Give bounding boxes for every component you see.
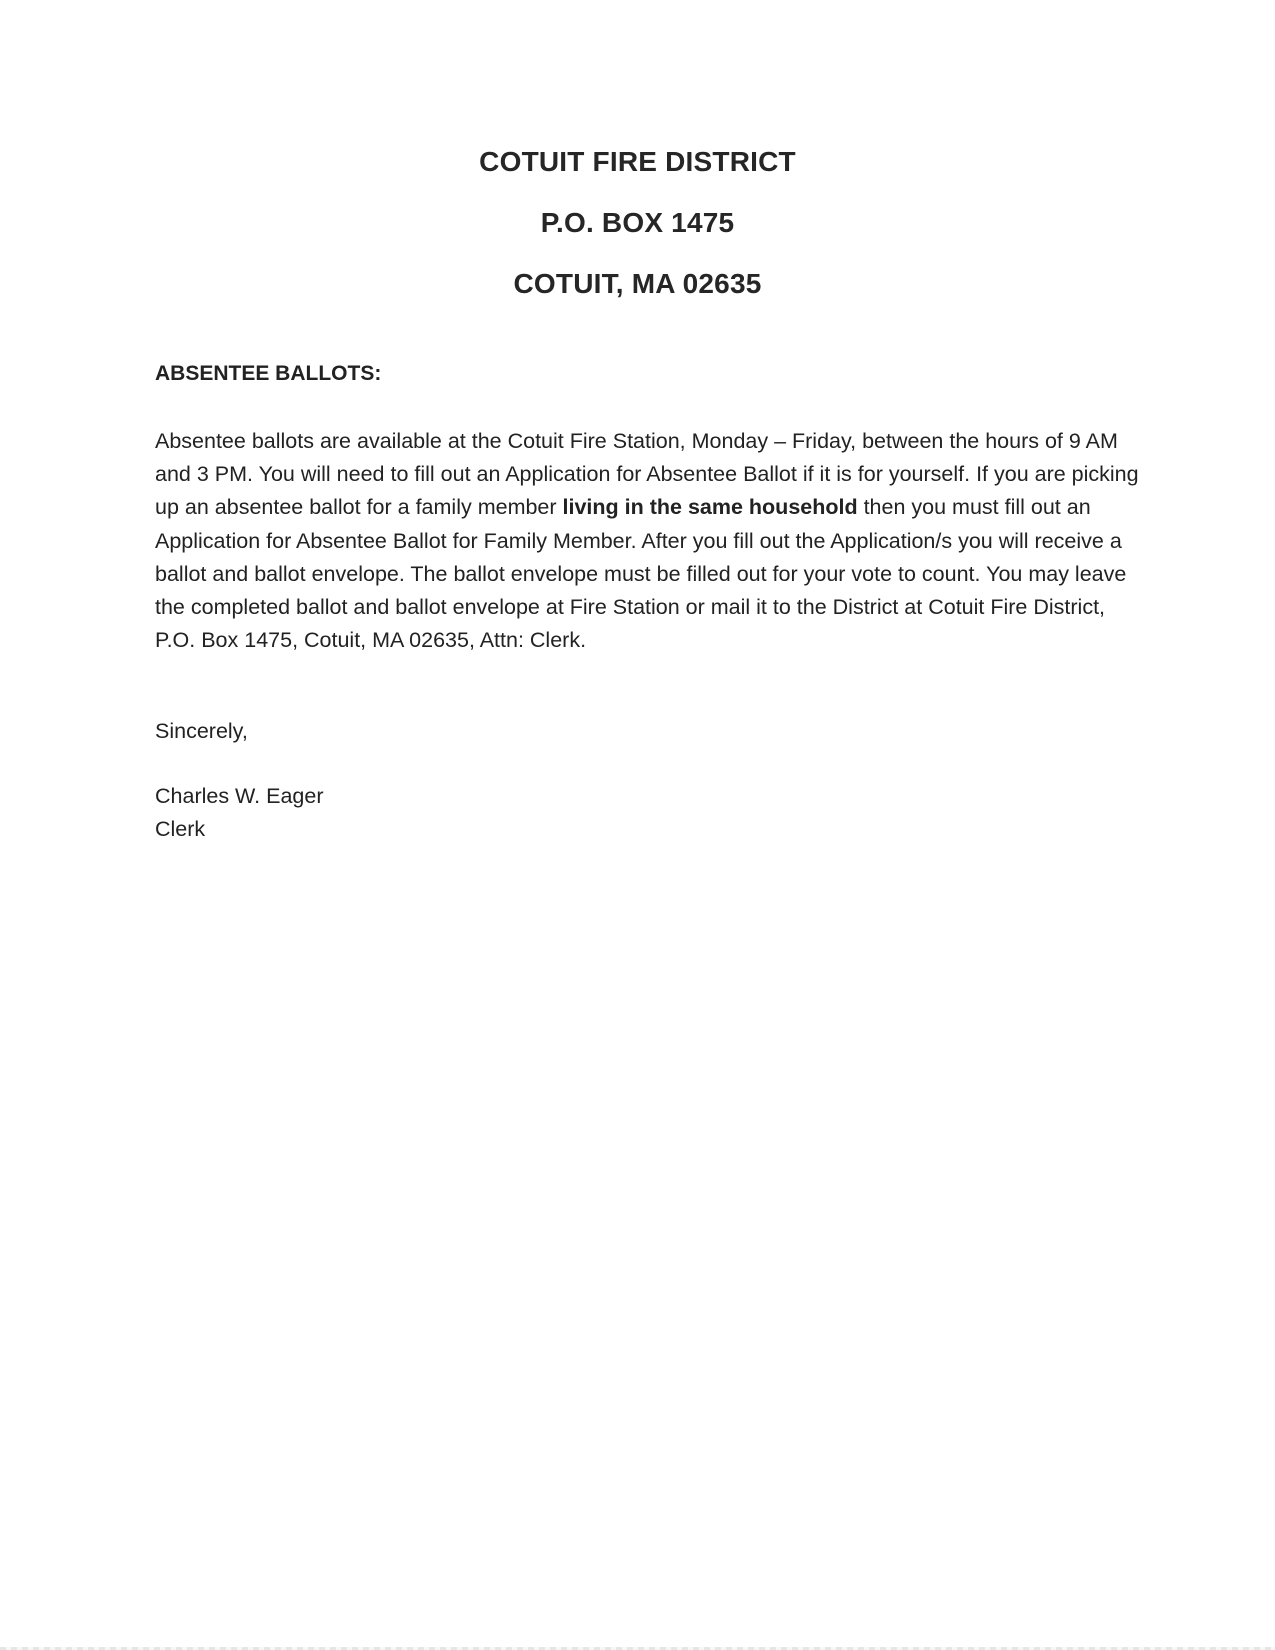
signer-name: Charles W. Eager xyxy=(155,784,324,808)
closing-salutation: Sincerely, xyxy=(155,719,248,743)
body-text-part-2: then you must fill out an Application for Absentee Ballot for Family Member. After you fill out the Application/s you will receive a ballot and ballot envelope. The ballot envelope must be filled out for your vote to count. You may leave the completed ballot and ballot envelope at Fire Station or mail it to the District at Cotuit Fire District, P.O. Box 1475, Cotuit, MA 02635, Attn: Clerk. xyxy=(155,495,1127,653)
body-text-emphasis: living in the same household xyxy=(562,495,858,520)
body-paragraph xyxy=(155,425,1140,657)
section-heading: ABSENTEE BALLOTS: xyxy=(155,362,382,385)
signer-title: Clerk xyxy=(155,817,206,841)
letterhead-organization: COTUIT FIRE DISTRICT xyxy=(479,146,796,177)
letterhead-city-state-zip: COTUIT, MA 02635 xyxy=(513,268,762,299)
body-text-part-1: Absentee ballots are available at the Cotuit Fire Station, Monday – Friday, between the hours of 9 AM and 3 PM. You will need to fill out an Application for Absentee Ballot if it is for yourself. If you are picking up an absentee ballot for a family member xyxy=(155,429,1139,520)
letterhead-po-box: P.O. BOX 1475 xyxy=(540,207,735,238)
